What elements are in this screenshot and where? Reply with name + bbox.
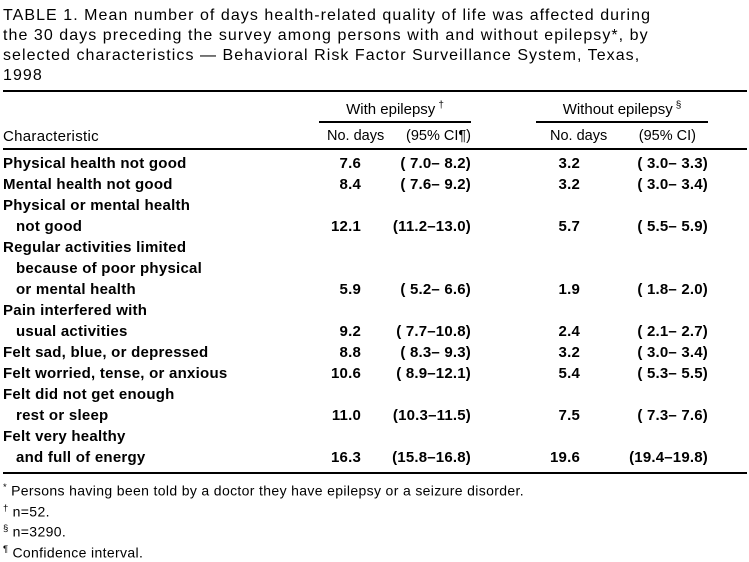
cell-with-epilepsy-days: 10.6	[331, 365, 361, 382]
column-group-row	[3, 96, 747, 123]
cell-with-epilepsy-ci: (10.3–11.5)	[392, 407, 471, 424]
table-row	[3, 342, 747, 363]
cell-without-epilepsy-days: 7.5	[558, 407, 580, 424]
cell-with-epilepsy-days: 16.3	[331, 449, 361, 466]
table-title-line: selected characteristics — Behavioral Risk Factor Surveillance System, Texas,	[3, 47, 641, 64]
footnote-mark-dagger: †	[438, 100, 444, 111]
cell-with-epilepsy-ci: ( 5.2– 6.6)	[400, 281, 471, 298]
cell-characteristic	[3, 300, 319, 342]
table-title	[3, 6, 747, 86]
table-row	[3, 153, 747, 174]
footnote	[3, 541, 747, 562]
column-group-without-epilepsy-label: Without epilepsy	[562, 101, 673, 118]
cell-with-epilepsy-ci: ( 8.9–12.1)	[396, 365, 471, 382]
cell-without-epilepsy-days: 3.2	[558, 155, 580, 172]
cell-without-epilepsy-days: 5.4	[558, 365, 580, 382]
column-header-row	[3, 123, 747, 146]
table-title-line: the 30 days preceding the survey among persons with and without epilepsy*, by	[3, 27, 649, 44]
cell-without-epilepsy-days: 2.4	[558, 323, 580, 340]
cell-characteristic	[3, 174, 319, 195]
characteristic-line: rest or sleep	[16, 407, 109, 424]
footnote-text: n=52.	[12, 503, 50, 520]
footnote-mark-section: §	[675, 100, 682, 111]
column-header-ci-with: (95% CI¶)	[406, 128, 471, 144]
table-row	[3, 363, 747, 384]
cell-without-epilepsy-ci: ( 3.0– 3.4)	[637, 176, 708, 193]
characteristic-line: because of poor physical	[16, 260, 203, 277]
characteristic-line: and full of energy	[16, 449, 146, 466]
characteristic-line: Regular activities limited	[3, 239, 187, 256]
footnote-mark: *	[3, 482, 8, 493]
footnote-text: n=3290.	[12, 523, 67, 540]
characteristic-line: Felt sad, blue, or depressed	[3, 344, 209, 361]
footnote-mark: †	[3, 502, 9, 514]
cell-without-epilepsy-ci: ( 5.3– 5.5)	[637, 365, 708, 382]
characteristic-line: Mental health not good	[3, 176, 173, 193]
characteristic-line: Felt worried, tense, or anxious	[3, 365, 228, 382]
footnote	[3, 479, 747, 500]
cell-characteristic	[3, 237, 319, 300]
column-group-without-epilepsy	[536, 96, 708, 123]
cell-without-epilepsy-ci: ( 2.1– 2.7)	[637, 323, 708, 340]
cell-with-epilepsy-days: 9.2	[339, 323, 361, 340]
column-header-no-days-with: No. days	[327, 128, 385, 144]
cell-with-epilepsy-ci: ( 7.6– 9.2)	[400, 176, 471, 193]
characteristic-line: Felt very healthy	[3, 428, 126, 445]
cell-characteristic	[3, 384, 319, 426]
cell-without-epilepsy-ci: ( 3.0– 3.4)	[637, 344, 708, 361]
cell-with-epilepsy-ci: ( 7.7–10.8)	[396, 323, 471, 340]
column-group-with-epilepsy	[319, 96, 471, 123]
characteristic-line: Felt did not get enough	[3, 386, 175, 403]
cell-without-epilepsy-days: 5.7	[558, 218, 580, 235]
table-row	[3, 237, 747, 300]
characteristic-line: or mental health	[16, 281, 136, 298]
column-group-with-epilepsy-label: With epilepsy	[346, 101, 436, 118]
characteristic-line: Physical health not good	[3, 155, 187, 172]
cell-without-epilepsy-days: 19.6	[550, 449, 580, 466]
column-header-ci-without: (95% CI)	[638, 128, 696, 144]
cell-characteristic	[3, 153, 319, 174]
cell-with-epilepsy-days: 8.4	[339, 176, 361, 193]
characteristic-line: Physical or mental health	[3, 197, 191, 214]
cell-characteristic	[3, 195, 319, 237]
table-title-line: TABLE 1. Mean number of days health-related quality of life was affected during	[3, 7, 652, 24]
characteristic-line: not good	[16, 218, 83, 235]
cell-with-epilepsy-ci: (11.2–13.0)	[392, 218, 471, 235]
column-header-characteristic: Characteristic	[3, 128, 99, 145]
footnote-text: Persons having been told by a doctor they have epilepsy or a seizure disorder.	[11, 482, 524, 499]
cell-without-epilepsy-ci: ( 7.3– 7.6)	[637, 407, 708, 424]
cell-without-epilepsy-ci: ( 1.8– 2.0)	[637, 281, 708, 298]
cell-without-epilepsy-days: 1.9	[558, 281, 580, 298]
cell-characteristic	[3, 342, 319, 363]
cell-with-epilepsy-ci: ( 7.0– 8.2)	[400, 155, 471, 172]
cell-without-epilepsy-ci: ( 5.5– 5.9)	[637, 218, 708, 235]
cell-with-epilepsy-days: 5.9	[339, 281, 361, 298]
cell-without-epilepsy-ci: ( 3.0– 3.3)	[637, 155, 708, 172]
table-title-line: 1998	[3, 67, 43, 84]
table-row	[3, 300, 747, 342]
characteristic-line: Pain interfered with	[3, 302, 148, 319]
cell-without-epilepsy-ci: (19.4–19.8)	[629, 449, 708, 466]
footnote-mark: ¶	[3, 543, 9, 555]
characteristic-line: usual activities	[16, 323, 128, 340]
footnote	[3, 500, 747, 521]
footnote-mark: §	[3, 523, 9, 535]
table-row	[3, 426, 747, 468]
column-headers-without-epilepsy	[536, 127, 708, 146]
cell-characteristic	[3, 363, 319, 384]
table-body	[3, 150, 747, 470]
table-row	[3, 174, 747, 195]
cell-characteristic	[3, 426, 319, 468]
cell-with-epilepsy-days: 7.6	[339, 155, 361, 172]
cell-without-epilepsy-days: 3.2	[558, 176, 580, 193]
cell-with-epilepsy-ci: (15.8–16.8)	[392, 449, 471, 466]
table-row	[3, 195, 747, 237]
table-footnotes	[3, 474, 747, 562]
cell-with-epilepsy-ci: ( 8.3– 9.3)	[400, 344, 471, 361]
column-header-no-days-without: No. days	[550, 128, 608, 144]
footnote-text: Confidence interval.	[12, 544, 144, 561]
cell-with-epilepsy-days: 11.0	[331, 407, 361, 424]
table-row	[3, 384, 747, 426]
table-header	[3, 92, 747, 146]
cell-without-epilepsy-days: 3.2	[558, 344, 580, 361]
cell-with-epilepsy-days: 12.1	[331, 218, 361, 235]
column-headers-with-epilepsy	[319, 127, 471, 146]
cell-with-epilepsy-days: 8.8	[339, 344, 361, 361]
